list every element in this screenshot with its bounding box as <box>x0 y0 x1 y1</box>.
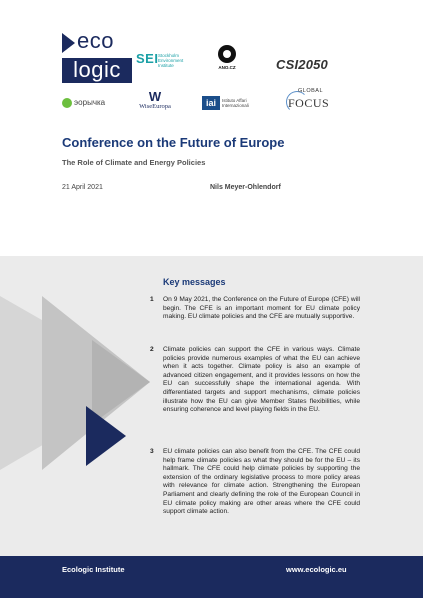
small-grey-triangle <box>92 340 150 424</box>
key-message-text: Climate policies can support the CFE in various ways. Climate policies provide numerous examples of what the EU can achieve when it acts together. Climate policy is also an example of advanced citizen engagement, and it provides lessons on how the EU can successfully shape the international agenda. With differentiated targets and support mechanisms, climate policies illustrate how the EU can give Member States flexibilities, while ensuring coherence and level playing fields in the EU. <box>163 346 360 414</box>
sei-logo-mark: SEI <box>136 51 159 66</box>
key-message-number: 1 <box>150 296 154 303</box>
key-message-text: EU climate policies can also benefit from the CFE. The CFE could help frame climate policies as what they should be for the EU – its hallmark. The CFE could help climate policies by supporting the extension of the ordinary legislative process to more policy areas with relevance for climate action. Strengthening the European Parliament and clearly defining the role of the European Council in EU climate policy making are other areas where the CFE could support climate action. <box>163 448 360 516</box>
global-focus-bottom: FOCUS <box>288 96 330 110</box>
footer-institute: Ecologic Institute <box>62 565 125 574</box>
iai-mark: iai <box>202 96 220 110</box>
anoa-logo-name: ANO.CZ <box>218 65 236 70</box>
eop-logo-name: эорычка <box>74 98 106 108</box>
key-messages-heading: Key messages <box>163 277 226 287</box>
sei-logo-name: Stockholm Environment Institute <box>158 53 184 68</box>
document-author: Nils Meyer-Ohlendorf <box>210 184 281 191</box>
global-focus-top: GLOBAL <box>298 88 324 94</box>
csi2050-logo: CSI2050 <box>276 57 328 72</box>
iai-name: Istituto Affari Internazionali <box>222 97 249 108</box>
document-subtitle: The Role of Climate and Energy Policies <box>62 158 206 167</box>
ecologic-logo-bottom: logic <box>62 58 132 83</box>
key-message-number: 3 <box>150 448 154 455</box>
key-message-number: 2 <box>150 346 154 353</box>
ecologic-logo-top: eco <box>77 28 114 53</box>
document-date: 21 April 2021 <box>62 184 103 191</box>
wiseeuropa-name: WiseEuropa <box>139 103 171 110</box>
footer-bar <box>0 556 423 598</box>
footer-website-link[interactable]: www.ecologic.eu <box>286 565 347 574</box>
document-title: Conference on the Future of Europe <box>62 135 285 150</box>
key-message-text: On 9 May 2021, the Conference on the Future of Europe (CFE) will begin. The CFE is an important moment for EU climate policy making. EU climate policies and the CFE are mutually supportive. <box>163 296 360 321</box>
wiseeuropa-mark: W <box>148 89 162 104</box>
